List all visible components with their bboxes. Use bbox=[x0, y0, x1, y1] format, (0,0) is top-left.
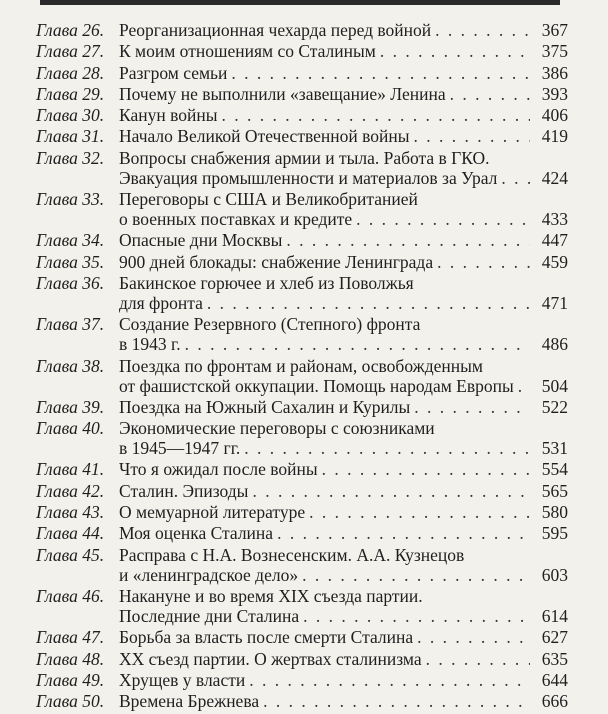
chapter-number: Глава 34. bbox=[36, 230, 105, 251]
toc-entry bbox=[36, 126, 568, 146]
toc-entry bbox=[36, 84, 568, 104]
chapter-title-line: Почему не выполнили «завещание» Ленина bbox=[119, 83, 446, 104]
chapter-title-line: Сталин. Эпизоды bbox=[119, 480, 249, 501]
dot-leader bbox=[221, 105, 530, 125]
dot-leader bbox=[231, 63, 530, 83]
chapter-number: Глава 50. bbox=[36, 691, 105, 712]
toc-entry bbox=[36, 20, 568, 40]
chapter-number: Глава 27. bbox=[36, 41, 105, 62]
chapter-title-line: в 1945—1947 гг. bbox=[119, 438, 241, 459]
toc-entry bbox=[36, 230, 568, 250]
toc-entry bbox=[36, 649, 568, 669]
chapter-title-line: Накануне и во время XIX съезда партии. bbox=[119, 585, 423, 606]
chapter-title-line: Создание Резервного (Степного) фронта bbox=[119, 314, 421, 335]
page-number: 614 bbox=[541, 605, 568, 626]
page-number: 603 bbox=[541, 564, 568, 585]
page-number: 595 bbox=[541, 523, 568, 544]
chapter-number: Глава 49. bbox=[36, 669, 105, 690]
page-number: 393 bbox=[541, 83, 568, 104]
toc-entry bbox=[36, 418, 568, 458]
toc-entry bbox=[36, 148, 568, 188]
toc-entry bbox=[36, 586, 568, 626]
dot-leader bbox=[322, 459, 530, 479]
chapter-title-line: Опасные дни Москвы bbox=[119, 230, 283, 251]
page-number: 504 bbox=[541, 375, 568, 396]
chapter-number: Глава 30. bbox=[36, 105, 105, 126]
chapter-title-line: Начало Великой Отечественной войны bbox=[119, 126, 410, 147]
chapter-number: Глава 39. bbox=[36, 396, 105, 417]
top-rule bbox=[40, 0, 560, 5]
toc-entry bbox=[36, 523, 568, 543]
chapter-title-line: XX съезд партии. О жертвах сталинизма bbox=[119, 648, 422, 669]
chapter-title-line: Моя оценка Сталина bbox=[119, 523, 274, 544]
chapter-title-line: Поездка на Южный Сахалин и Курилы bbox=[119, 396, 411, 417]
toc-entry bbox=[36, 459, 568, 479]
chapter-title-line: от фашистской оккупации. Помощь народам Европы bbox=[119, 375, 514, 396]
toc-entry bbox=[36, 502, 568, 522]
dot-leader bbox=[518, 376, 530, 396]
table-of-contents bbox=[36, 20, 568, 712]
chapter-title-line: и «ленинградское дело» bbox=[119, 564, 299, 585]
dot-leader bbox=[356, 209, 530, 229]
page-number: 447 bbox=[541, 230, 568, 251]
dot-leader bbox=[435, 20, 530, 40]
chapter-title-line: Переговоры с США и Великобританией bbox=[119, 189, 418, 210]
page-number: 486 bbox=[541, 334, 568, 355]
dot-leader bbox=[185, 334, 530, 354]
toc-entry bbox=[36, 481, 568, 501]
chapter-title-line: К моим отношениям со Сталиным bbox=[119, 41, 376, 62]
chapter-number: Глава 35. bbox=[36, 251, 105, 272]
chapter-number: Глава 28. bbox=[36, 62, 105, 83]
dot-leader bbox=[207, 293, 530, 313]
toc-entry bbox=[36, 273, 568, 313]
chapter-number: Глава 43. bbox=[36, 502, 105, 523]
dot-leader bbox=[417, 627, 530, 647]
page-number: 554 bbox=[541, 459, 568, 480]
chapter-number: Глава 46. bbox=[36, 585, 105, 606]
chapter-title-line: Бакинское горючее и хлеб из Поволжья bbox=[119, 272, 414, 293]
dot-leader bbox=[249, 670, 530, 690]
chapter-number: Глава 26. bbox=[36, 20, 105, 40]
toc-entry bbox=[36, 356, 568, 396]
chapter-number: Глава 40. bbox=[36, 418, 105, 439]
dot-leader bbox=[277, 523, 530, 543]
dot-leader bbox=[263, 691, 530, 711]
page-number: 424 bbox=[541, 167, 568, 188]
page-number: 471 bbox=[541, 292, 568, 313]
dot-leader bbox=[501, 168, 530, 188]
page-number: 666 bbox=[541, 691, 568, 712]
dot-leader bbox=[309, 502, 530, 522]
dot-leader bbox=[426, 649, 530, 669]
chapter-title-line: Разгром семьи bbox=[119, 62, 228, 83]
toc-entry bbox=[36, 627, 568, 647]
chapter-title-line: Последние дни Сталина bbox=[119, 605, 300, 626]
chapter-number: Глава 29. bbox=[36, 83, 105, 104]
page-number: 433 bbox=[541, 209, 568, 230]
page-number: 635 bbox=[541, 648, 568, 669]
chapter-title-line: Эвакуация промышленности и материалов за Урал bbox=[119, 167, 498, 188]
toc-entry bbox=[36, 189, 568, 229]
page-number: 522 bbox=[541, 396, 568, 417]
chapter-number: Глава 44. bbox=[36, 523, 105, 544]
chapter-number: Глава 42. bbox=[36, 480, 105, 501]
dot-leader bbox=[414, 126, 531, 146]
chapter-number: Глава 31. bbox=[36, 126, 105, 147]
chapter-title-line: Хрущев у власти bbox=[119, 669, 246, 690]
page-number: 406 bbox=[541, 105, 568, 126]
chapter-number: Глава 48. bbox=[36, 648, 105, 669]
page-number: 531 bbox=[541, 438, 568, 459]
chapter-title-line: в 1943 г. bbox=[119, 334, 181, 355]
chapter-number: Глава 32. bbox=[36, 147, 105, 168]
page-number: 419 bbox=[541, 126, 568, 147]
toc-entry bbox=[36, 670, 568, 690]
chapter-title-line: Экономические переговоры с союзниками bbox=[119, 418, 435, 439]
page-number: 627 bbox=[541, 627, 568, 648]
chapter-title-line: Расправа с Н.А. Вознесенским. А.А. Кузнецов bbox=[119, 544, 465, 565]
chapter-title-line: Что я ожидал после войны bbox=[119, 459, 318, 480]
dot-leader bbox=[302, 565, 530, 585]
toc-entry bbox=[36, 252, 568, 272]
dot-leader bbox=[437, 252, 530, 272]
toc-entry bbox=[36, 41, 568, 61]
chapter-number: Глава 37. bbox=[36, 314, 105, 335]
dot-leader bbox=[286, 230, 530, 250]
page-number: 367 bbox=[541, 20, 568, 40]
chapter-title-line: для фронта bbox=[119, 292, 203, 313]
chapter-title-line: Вопросы снабжения армии и тыла. Работа в ГКО. bbox=[119, 147, 490, 168]
dot-leader bbox=[380, 41, 530, 61]
chapter-number: Глава 41. bbox=[36, 459, 105, 480]
toc-entry bbox=[36, 691, 568, 711]
dot-leader bbox=[450, 84, 530, 104]
chapter-title-line: Реорганизационная чехарда перед войной bbox=[119, 20, 432, 40]
toc-entry bbox=[36, 63, 568, 83]
toc-entry bbox=[36, 314, 568, 354]
dot-leader bbox=[303, 606, 530, 626]
chapter-number: Глава 45. bbox=[36, 544, 105, 565]
page-number: 459 bbox=[541, 251, 568, 272]
page-number: 644 bbox=[541, 669, 568, 690]
page-number: 565 bbox=[541, 480, 568, 501]
chapter-title-line: Времена Брежнева bbox=[119, 691, 260, 712]
chapter-title-line: Поездка по фронтам и районам, освобожденным bbox=[119, 355, 483, 376]
toc-entry bbox=[36, 105, 568, 125]
chapter-number: Глава 33. bbox=[36, 189, 105, 210]
toc-entry bbox=[36, 545, 568, 585]
chapter-number: Глава 47. bbox=[36, 627, 105, 648]
chapter-number: Глава 36. bbox=[36, 272, 105, 293]
chapter-number: Глава 38. bbox=[36, 355, 105, 376]
chapter-title-line: Канун войны bbox=[119, 105, 218, 126]
chapter-title-line: 900 дней блокады: снабжение Ленинграда bbox=[119, 251, 434, 272]
page-number: 386 bbox=[541, 62, 568, 83]
page-number: 375 bbox=[541, 41, 568, 62]
chapter-title-line: Борьба за власть после смерти Сталина bbox=[119, 627, 414, 648]
toc-entry bbox=[36, 397, 568, 417]
dot-leader bbox=[414, 397, 530, 417]
dot-leader bbox=[252, 481, 530, 501]
chapter-title-line: О мемуарной литературе bbox=[119, 502, 306, 523]
page-number: 580 bbox=[541, 502, 568, 523]
dot-leader bbox=[244, 438, 530, 458]
chapter-title-line: о военных поставках и кредите bbox=[119, 209, 353, 230]
